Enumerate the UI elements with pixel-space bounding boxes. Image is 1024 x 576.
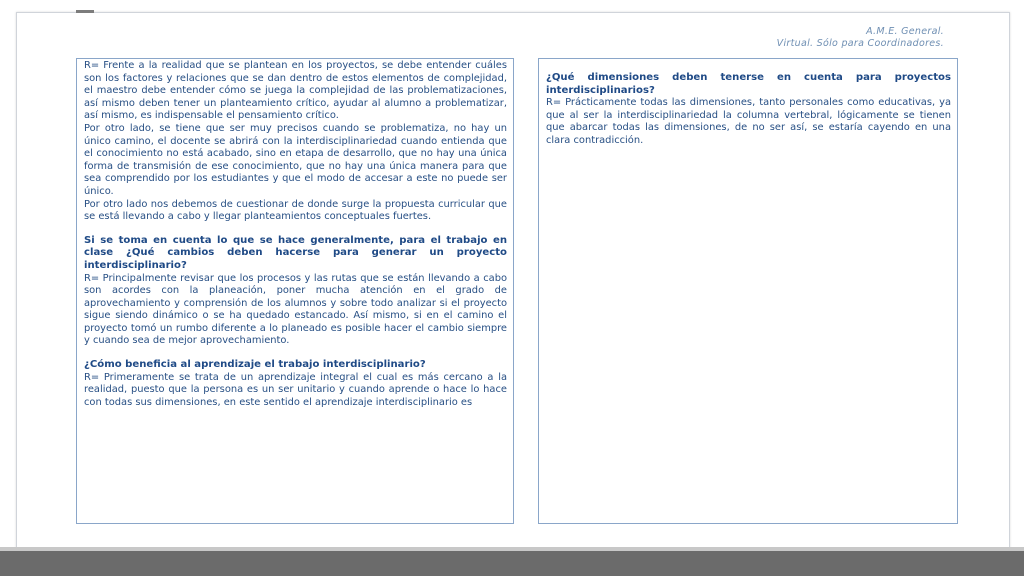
top-edge-mark	[76, 10, 94, 13]
spacer	[84, 348, 507, 359]
left-answer-panel	[76, 58, 514, 524]
answer-1-paragraph-1: R= Frente a la realidad que se plantean en los proyectos, se debe entender cuáles son los factores y relaciones que se dan dentro de estos elementos de complejidad, el maestro debe entender cómo se juega la complejidad de las problematizaciones, así mismo deben tener un planteamiento crítico, ayudar al alumno a problematizar, así mismo, es indispensable el pensamiento crítico.	[84, 60, 507, 122]
right-answer-panel	[538, 58, 958, 524]
answer-3: R= Primeramente se trata de un aprendizaje integral el cual es más cercano a la realidad, puesto que la persona es un ser unitario y cuando aprende o hace lo hace con todas sus dimensiones, en este sentido el aprendizaje interdisciplinario es	[84, 371, 507, 408]
header-line-1: A.M.E. General.	[866, 26, 944, 37]
question-2: Si se toma en cuenta lo que se hace generalmente, para el trabajo en clase ¿Qué cambios deben hacerse para generar un proyecto interdisciplinario?	[84, 234, 507, 271]
header-note	[777, 26, 944, 50]
answer-1-paragraph-3: Por otro lado nos debemos de cuestionar de donde surge la propuesta curricular que se está llevando a cabo y llegar planteamientos conceptuales fuertes.	[84, 198, 507, 223]
spacer	[84, 224, 507, 235]
answer-4: R= Prácticamente todas las dimensiones, tanto personales como educativas, ya que al ser la interdisciplinariedad la columna vertebral, lógicamente se tienen que abarcar todas las dimensiones, de no ser así, se estaría cayendo en una clara contradicción.	[546, 97, 951, 146]
left-edge-strip	[0, 0, 16, 576]
answer-2: R= Principalmente revisar que los procesos y las rutas que se están llevando a cabo son acordes con la planeación, poner mucha atención en el grado de aprovechamiento y comprensión de los alumnos y sobre todo analizar si el proyecto sigue siendo dinámico o se ha quedado estancado. Así mismo, si en el camino el proyecto tomó un rumbo diferente a lo planeado es posible hacer el cambio siempre y cuando sea de mejor aprovechamiento.	[84, 272, 507, 347]
question-4: ¿Qué dimensiones deben tenerse en cuenta para proyectos interdisciplinarios?	[546, 72, 951, 96]
header-line-2: Virtual. Sólo para Coordinadores.	[776, 38, 944, 49]
answer-1-paragraph-2: Por otro lado, se tiene que ser muy precisos cuando se problematiza, no hay un único camino, el docente se abrirá con la interdisciplinariedad cuando entienda que el conocimiento no está acabado, sino en etapa de desarrollo, que no hay una única forma de transmisión de ese conocimiento, que no hay una única manera para que sea comprendido por los estudiantes y que el modo de accesar a este no puede ser único.	[84, 122, 507, 197]
bottom-dark-band	[0, 551, 1024, 576]
question-3: ¿Cómo beneficia al aprendizaje el trabajo interdisciplinario?	[84, 359, 426, 371]
